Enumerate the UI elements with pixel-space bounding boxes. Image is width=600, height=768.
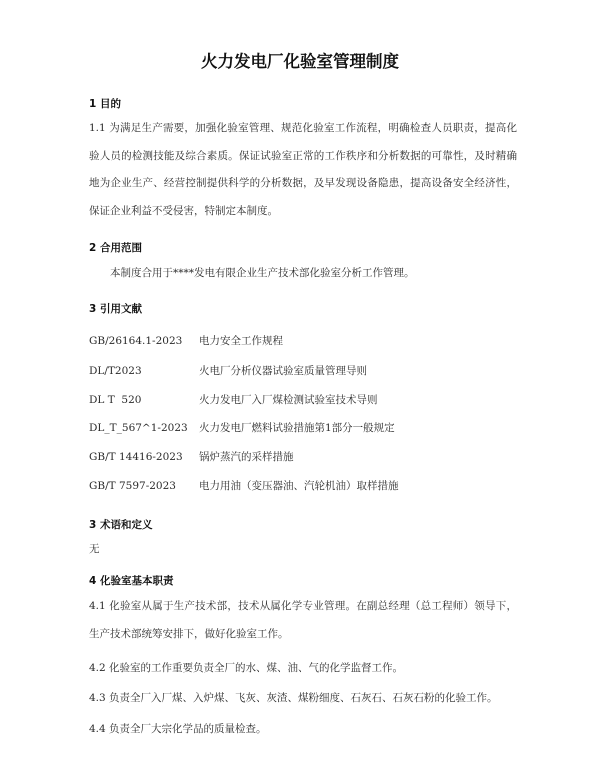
duty-paragraph-4-2: 4.2 化验室的工作重要负责全厂的水、煤、油、气的化学监督工作。 — [89, 662, 404, 674]
page-title: 火力发电厂化验室管理制度 — [201, 52, 399, 71]
reference-item — [89, 333, 283, 348]
reference-name: 火电厂分析仪器试验室质量管理导则 — [199, 365, 367, 377]
section-purpose-paragraph: 1.1 为满足生产需要，加强化验室管理、规范化验室工作流程，明确检查人员职责，提高化验人员的检测技能及综合素质。保证试验室正常的工作秩序和分析数据的可靠性，及时精确地为企业生产、经营控制提供科学的分析数据，及早发现设备隐患，提高设备安全经济性，保证企业利益不受侵害，特制定本制度。 — [89, 122, 517, 217]
reference-code: GB/T 14416-2023 — [89, 451, 183, 463]
section-purpose-heading: 1 目的 — [89, 98, 121, 110]
section-terms-paragraph: 无 — [89, 543, 100, 555]
reference-code: GB/26164.1-2023 — [89, 335, 183, 347]
reference-item — [89, 420, 395, 435]
duty-paragraph-4-3: 4.3 负责全厂入厂煤、入炉煤、飞灰、灰渣、煤粉细度、石灰石、石灰石粉的化验工作。 — [89, 692, 498, 704]
reference-item — [89, 392, 378, 407]
reference-code: DL T 520 — [89, 394, 142, 406]
reference-name: 电力安全工作规程 — [199, 335, 283, 347]
reference-code: DL_T_567^1-2023 — [89, 422, 188, 434]
section-duties-heading: 4 化验室基本职责 — [89, 575, 174, 587]
reference-item — [89, 363, 367, 378]
reference-name: 锅炉蒸汽的采样措施 — [199, 451, 294, 463]
duty-paragraph-4-1: 4.1 化验室从属于生产技术部，技术从属化学专业管理。在副总经理（总工程师）领导下，生产技术部统筹安排下，做好化验室工作。 — [89, 600, 517, 640]
reference-name: 火力发电厂入厂煤检测试验室技术导则 — [199, 394, 378, 406]
section-terms-heading: 3 术语和定义 — [89, 519, 153, 531]
section-scope-paragraph: 本制度合用于****发电有限企业生产技术部化验室分析工作管理。 — [110, 267, 415, 279]
duty-paragraph-4-4: 4.4 负责全厂大宗化学品的质量检查。 — [89, 723, 267, 735]
reference-item — [89, 478, 399, 493]
reference-name: 火力发电厂燃料试验措施第1部分一般规定 — [199, 422, 395, 434]
section-scope-heading: 2 合用范围 — [89, 242, 142, 254]
reference-code: GB/T 7597-2023 — [89, 480, 176, 492]
reference-item — [89, 449, 294, 464]
reference-code: DL/T2023 — [89, 365, 142, 377]
reference-name: 电力用油（变压器油、汽轮机油）取样措施 — [199, 480, 399, 492]
section-references-heading: 3 引用文献 — [89, 303, 142, 315]
